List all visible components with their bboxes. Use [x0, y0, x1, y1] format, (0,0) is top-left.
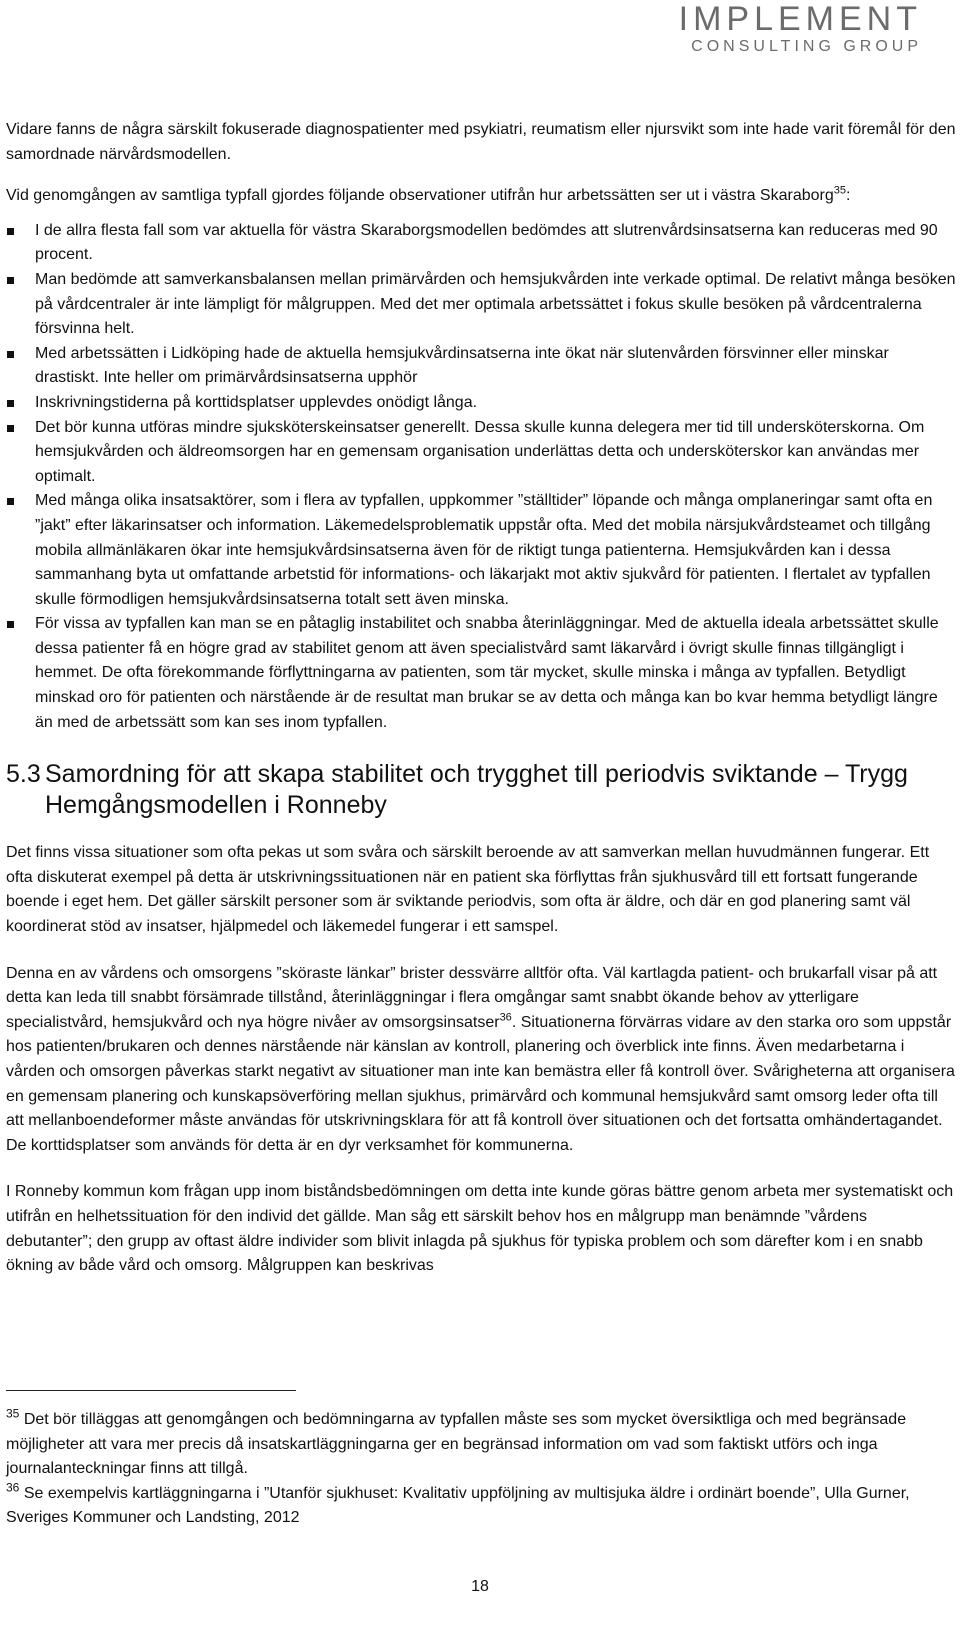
footnotes	[6, 1408, 946, 1531]
footnote-number: 36	[6, 1480, 20, 1495]
bullet-square-icon	[7, 400, 14, 407]
list-item	[6, 391, 956, 416]
section-number: 5.3	[6, 760, 41, 789]
logo-wordmark: IMPLEMENT	[678, 0, 922, 38]
page-number: 18	[471, 1578, 489, 1595]
list-item-text: Man bedömde att samverkansbalansen mellan primärvården och hemsjukvården inte verkade optimal. De relativt många besöken på vårdcentraler är inte lämpligt för målgruppen. Med det mer optimala arbetssättet i fokus skulle besöken på vårdcentralerna försvinna helt.	[35, 270, 956, 338]
list-item-text: Inskrivningstiderna på korttidsplatser upplevdes onödigt långa.	[35, 393, 478, 411]
footnote-number: 35	[6, 1406, 20, 1421]
logo-subtitle: CONSULTING GROUP	[691, 38, 922, 55]
page-body	[6, 118, 956, 1279]
list-item	[6, 342, 956, 391]
body-paragraph-2-part-a: Denna en av vårdens och omsorgens ”sköraste länkar” brister dessvärre alltför ofta. Väl kartlagda patient- och brukarfall visar på att detta kan leda till snabbt försämrade tillstånd, återinläggningar i flera omgångar samt snabbt ökande behov av ytterligare specialistvård, hemsjukvård och nya högre nivåer av omsorgsinsatser	[6, 964, 938, 1031]
observation-list	[6, 219, 956, 735]
intro-paragraph-2-tail: :	[845, 187, 851, 205]
list-item-text: Med arbetssätten i Lidköping hade de aktuella hemsjukvårdinsatserna inte ökat när slutenvården försvinner eller minskar drastiskt. Inte heller om primärvårdsinsatserna upphör	[35, 344, 889, 387]
list-item	[6, 219, 956, 268]
list-item	[6, 416, 956, 490]
list-item-text: I de allra flesta fall som var aktuella för västra Skaraborgsmodellen bedömdes att slutrenvårdsinsatserna kan reduceras med 90 procent.	[35, 221, 938, 264]
list-item-text: Det bör kunna utföras mindre sjuksköterskeinsatser generellt. Dessa skulle kunna delegera mer tid till undersköterskorna. Om hemsjukvården och äldreomsorgen har en gemensam organisation underlättas detta och undersköterskor kan användas mer optimalt.	[35, 418, 925, 485]
list-item	[6, 268, 956, 342]
company-logo	[679, 2, 922, 56]
bullet-square-icon	[7, 228, 14, 235]
body-paragraph-2	[6, 962, 956, 1159]
list-item	[6, 489, 956, 612]
bullet-square-icon	[7, 498, 14, 505]
footnote-ref-35: 35	[833, 184, 846, 197]
bullet-square-icon	[7, 351, 14, 358]
list-item	[6, 612, 956, 735]
intro-paragraph-2	[6, 184, 956, 209]
intro-paragraph-2-text: Vid genomgången av samtliga typfall gjordes följande observationer utifrån hur arbetssätten ser ut i västra Skaraborg	[6, 187, 834, 205]
bullet-square-icon	[7, 621, 14, 628]
body-paragraph-3: I Ronneby kommun kom frågan upp inom biståndsbedömningen om detta inte kunde göras bättre genom arbeta mer systematiskt och utifrån en helhetssituation för den individ det gällde. Man såg ett särskilt behov hos en målgrupp man benämnde ”vårdens debutanter”; den grupp av oftast äldre individer som blivit inlagda på sjukhus för typiska problem och som därefter kom i en snabb ökning av både vård och omsorg. Målgruppen kan beskrivas	[6, 1183, 954, 1275]
footnote-divider	[6, 1390, 296, 1391]
footnote-36	[6, 1482, 946, 1531]
intro-paragraph-1: Vidare fanns de några särskilt fokuserade diagnospatienter med psykiatri, reumatism eller njursvikt som inte hade varit föremål för den samordnade närvårdsmodellen.	[6, 121, 956, 163]
section-heading	[6, 759, 956, 821]
body-paragraph-1: Det finns vissa situationer som ofta pekas ut som svåra och särskilt beroende av att samverkan mellan huvudmännen fungerar. Ett ofta diskuterat exempel på detta är utskrivningssituationen när en patient ska förflyttas från sjukhusvård till ett fortsatt fungerande boende i eget hem. Det gäller särskilt personer som är sviktande periodvis, som ofta är äldre, och där en god planering samt väl koordinerat stöd av insatser, hjälpmedel och läkemedel fungerar i ett samspel.	[6, 844, 930, 936]
footnote-35	[6, 1408, 946, 1482]
bullet-square-icon	[7, 277, 14, 284]
footnote-text: Se exempelvis kartläggningarna i ”Utanför sjukhuset: Kvalitativ uppföljning av multisjuka äldre i ordinärt boende”, Ulla Gurner, Sveriges Kommuner och Landsting, 2012	[6, 1484, 910, 1527]
list-item-text: Med många olika insatsaktörer, som i flera av typfallen, uppkommer ”ställtider” löpande och många omplaneringar samt ofta en ”jakt” efter läkarinsatser och information. Läkemedelsproblematik uppstår ofta. Med det mobila närsjukvårdsteamet och tillgång mobila allmänläkaren ökar inte hemsjukvårdsinsatserna även för de riktigt tunga patienterna. Hemsjukvården kan i dessa sammanhang byta ut omfattande arbetstid för informations- och läkarjakt mot aktiv sjukvård för patienten. I flertalet av typfallen skulle förmodligen hemsjukvårdsinsatserna totalt sett även minska.	[35, 492, 933, 608]
section-title: Samordning för att skapa stabilitet och trygghet till periodvis sviktande – Trygg Hemgångsmodellen i Ronneby	[45, 760, 908, 820]
footnote-ref-36: 36	[499, 1011, 512, 1024]
footnote-text: Det bör tilläggas att genomgången och bedömningarna av typfallen måste ses som mycket översiktliga och med begränsade möjligheter att vara mer precis då insatskartläggningarna ger en begränsad information om vad som faktiskt utförs och inga journalanteckningar finns att tillgå.	[6, 1411, 907, 1478]
list-item-text: För vissa av typfallen kan man se en påtaglig instabilitet och snabba återinläggningar. Med de aktuella ideala arbetssättet skulle dessa patienter få en högre grad av stabilitet genom att även specialistvård samt läkarvård i övrigt skulle finnas tillgängligt i hemmet. De ofta förekommande förflyttningarna av patienten, som tär mycket, skulle minska i många av typfallen. Betydligt minskad oro för patienten och närstående är de resultat man brukar se av detta och många kan bo kvar hemma betydligt längre än med de arbetssätt som kan ses inom typfallen.	[35, 615, 939, 731]
bullet-square-icon	[7, 425, 14, 432]
body-paragraph-2-part-b: . Situationerna förvärras vidare av den starka oro som uppstår hos patienten/brukaren och dennes närstående när känslan av kontroll, planering och överblick inte finns. Även medarbetarna i vården och omsorgen påverkas starkt negativt av situationer man inte kan bemästra eller få kontroll över. Svårigheterna att organisera en gemensam planering och kunskapsöverföring mellan sjukhus, primärvård och kommunal hemsjukvård samt omsorg leder ofta till att mellanboendeformer måste användas för utskrivningsklara för att få kontroll över situationen och det fortsatta omhändertagandet. De korttidsplatser som används för detta är en dyr verksamhet för kommunerna.	[6, 1013, 955, 1154]
